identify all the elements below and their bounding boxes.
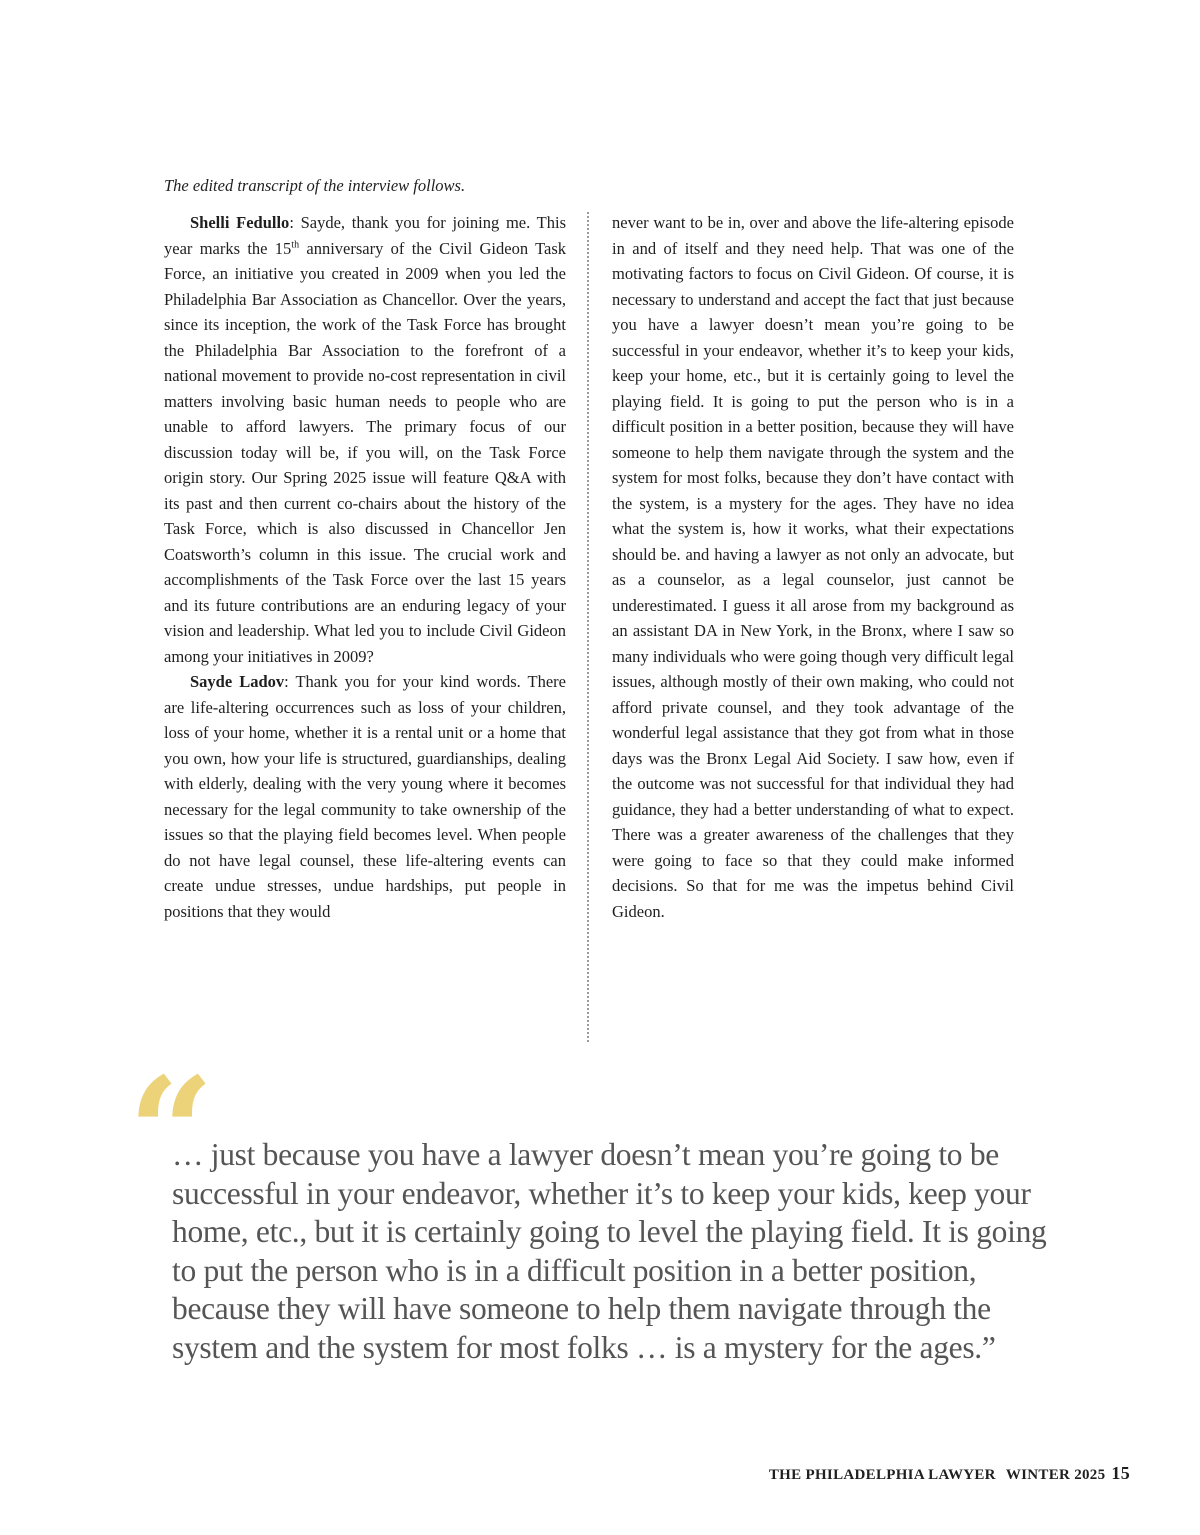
pull-quote: … just because you have a lawyer doesn’t mean you’re going to be successful in your endeavor, whether it’s to keep your kids, keep your home, etc., but it is certainly going to level the playing field. It is going to put the person who is in a difficult position in a better position, because they will have someone to help them navigate through the system and the system for most folks … is a mystery for the ages.” [172, 1137, 1047, 1365]
answer-paragraph [164, 669, 566, 924]
intro-line: The edited transcript of the interview follows. [164, 176, 466, 195]
paragraph-text: : Sayde, thank you for joining me. This year marks the 15 [164, 213, 566, 258]
paragraph-text: : Thank you for your kind words. There are life-altering occurrences such as loss of your children, loss of your home, whether it is a rental unit or a home that you own, how your life is structured, guardianships, dealing with elderly, dealing with the very young where it becomes necessary for the legal community to take ownership of the issues so that the playing field becomes level. When people do not have legal counsel, these life-altering events can create undue stresses, undue hardships, put people in positions that they would [164, 672, 566, 921]
paragraph-text: anniversary of the Civil Gideon Task Force, an initiative you created in 2009 when you led the Philadelphia Bar Association as Chancellor. Over the years, since its inception, the work of the Task Force has brought the Philadelphia Bar Association to the forefront of a national movement to provide no-cost representation in civil matters involving basic human needs to people who are unable to afford lawyers. The primary focus of our discussion today will be, if you will, on the Task Force origin story. Our Spring 2025 issue will feature Q&A with its past and then current co-chairs about the history of the Task Force, which is also discussed in Chancellor Jen Coatsworth’s column in this issue. The crucial work and accomplishments of the Task Force over the last 15 years and its future contributions are an enduring legacy of your vision and leadership. What led you to include Civil Gideon among your initiatives in 2009? [164, 238, 566, 666]
page-number: 15 [1111, 1463, 1130, 1483]
column-divider [587, 212, 589, 1042]
answer-continuation: never want to be in, over and above the life-altering episode in and of itself and they need help. That was one of the motivating factors to focus on Civil Gideon. Of course, it is necessary to understand and accept the fact that just because you have a lawyer doesn’t mean you’re going to be successful in your endeavor, whether it’s to keep your kids, keep your home, etc., but it is certainly going to level the playing field. It is going to put the person who is in a difficult position in a better position, because they will have someone to help them navigate through the system and the system for most folks, because they don’t have contact with the system, is a mystery for the ages. They have no idea what the system is, how it works, what their expectations should be. and having a lawyer as not only an advocate, but as a counselor, as a legal counselor, just cannot be underestimated. I guess it all arose from my background as an assistant DA in New York, in the Bronx, where I saw so many individuals who were going though very difficult legal issues, although mostly of their own making, who could not afford private counsel, and they took advantage of the wonderful legal assistance that they got from what in those days was the Bronx Legal Aid Society. I saw how, even if the outcome was not successful for that individual they had guidance, they had a better understanding of what to expect. There was a greater awareness of the challenges that they were going to face so that they could make informed decisions. So that for me was the impetus behind Civil Gideon. [612, 213, 1014, 921]
question-paragraph [164, 210, 566, 669]
issue-date: WINTER 2025 [1005, 1467, 1106, 1483]
left-column [164, 210, 566, 924]
ordinal-suffix: th [291, 239, 300, 250]
right-column [612, 210, 1014, 924]
speaker-name: Sayde Ladov [190, 672, 285, 691]
speaker-name: Shelli Fedullo [190, 213, 290, 232]
publication-name: THE PHILADELPHIA LAWYER [768, 1467, 996, 1483]
page-footer [769, 1463, 1130, 1484]
quote-mark-icon: “ [128, 1045, 215, 1221]
